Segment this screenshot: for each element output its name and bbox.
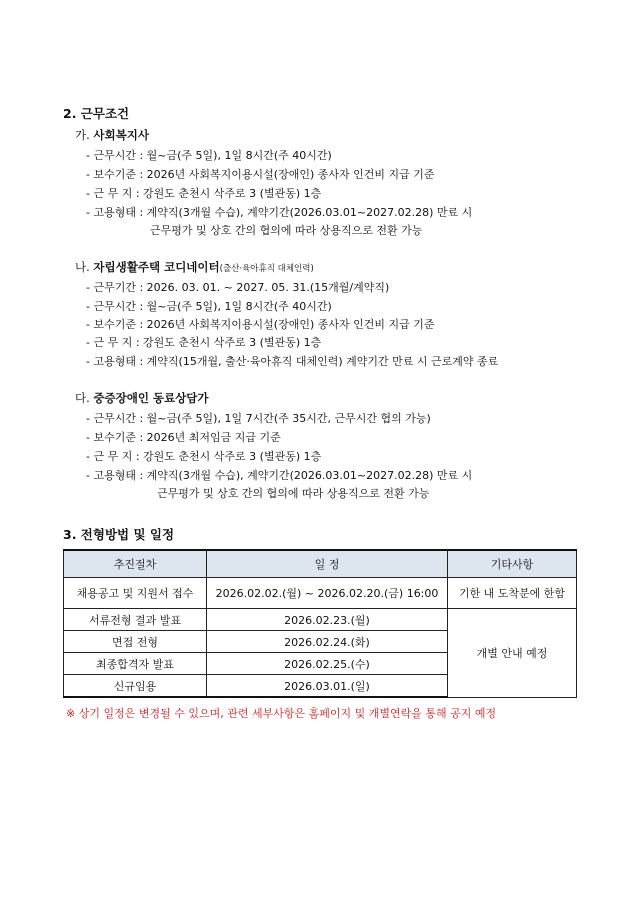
cell-process: 최종합격자 발표: [64, 653, 207, 675]
cell-schedule: 2026.02.25.(수): [207, 653, 448, 675]
cell-schedule: 2026.03.01.(일): [207, 675, 448, 698]
schedule-note: ※ 상기 일정은 변경될 수 있으며, 관련 세부사항은 홈페이지 및 개별연락을 통해 공지 예정: [66, 707, 497, 720]
subsection-b-prefix: 나.: [75, 260, 90, 274]
cell-schedule: 2026.02.24.(화): [207, 631, 448, 653]
col-header-schedule: 일 정: [207, 550, 448, 578]
c-line: - 근무시간 : 월~금(주 5일), 1일 7시간(주 35시간, 근무시간 협의 가능): [86, 412, 431, 425]
a-line-cont: 근무평가 및 상호 간의 협의에 따라 상용직으로 전환 가능: [150, 224, 423, 237]
subsection-a-heading: [75, 127, 149, 143]
table-row: [64, 578, 577, 609]
b-line: - 고용형태 : 계약직(15개월, 출산·육아휴직 대체인력) 계약기간 만료 시 근로계약 종료: [86, 355, 499, 368]
subsection-c-prefix: 다.: [75, 391, 90, 405]
col-header-process: 추진절차: [64, 550, 207, 578]
schedule-table: [63, 549, 577, 698]
cell-schedule: 2026.02.02.(월) ~ 2026.02.20.(금) 16:00: [207, 578, 448, 609]
subsection-c-heading: [75, 390, 209, 406]
subsection-a-title: 사회복지사: [93, 128, 149, 142]
table-header-row: [64, 550, 577, 578]
a-line: - 근무시간 : 월~금(주 5일), 1일 8시간(주 40시간): [86, 149, 332, 162]
a-line: - 보수기준 : 2026년 사회복지이용시설(장애인) 종사자 인건비 지급 기준: [86, 168, 435, 181]
b-line: - 근 무 지 : 강원도 춘천시 삭주로 3 (별관동) 1층: [86, 336, 322, 349]
section-3-title: 3. 전형방법 및 일정: [63, 527, 175, 542]
table-row: [64, 609, 577, 631]
a-line: - 근 무 지 : 강원도 춘천시 삭주로 3 (별관동) 1층: [86, 187, 322, 200]
cell-schedule: 2026.02.23.(월): [207, 609, 448, 631]
c-line: - 보수기준 : 2026년 최저임금 지급 기준: [86, 431, 281, 444]
cell-etc: 기한 내 도착분에 한함: [448, 578, 577, 609]
c-line: - 고용형태 : 계약직(3개월 수습), 계약기간(2026.03.01~2027.02.28) 만료 시: [86, 469, 473, 482]
cell-process: 서류전형 결과 발표: [64, 609, 207, 631]
section-2-title: 2. 근무조건: [63, 106, 130, 121]
b-line: - 근무기간 : 2026. 03. 01. ~ 2027. 05. 31.(15개월/계약직): [86, 281, 390, 294]
cell-etc-merged: 개별 안내 예정: [448, 609, 577, 698]
subsection-a-prefix: 가.: [75, 128, 90, 142]
subsection-c-title: 중증장애인 동료상담가: [93, 391, 209, 405]
b-line: - 근무시간 : 월~금(주 5일), 1일 8시간(주 40시간): [86, 300, 332, 313]
col-header-etc: 기타사항: [448, 550, 577, 578]
subsection-b-note: (출산·육아휴직 대체인력): [219, 264, 314, 274]
b-line: - 보수기준 : 2026년 사회복지이용시설(장애인) 종사자 인건비 지급 기준: [86, 318, 435, 331]
cell-process: 채용공고 및 지원서 접수: [64, 578, 207, 609]
c-line-cont: 근무평가 및 상호 간의 협의에 따라 상용직으로 전환 가능: [157, 487, 430, 500]
c-line: - 근 무 지 : 강원도 춘천시 삭주로 3 (별관동) 1층: [86, 450, 322, 463]
cell-process: 신규임용: [64, 675, 207, 698]
a-line: - 고용형태 : 계약직(3개월 수습), 계약기간(2026.03.01~2027.02.28) 만료 시: [86, 206, 473, 219]
subsection-b-heading: [75, 259, 314, 275]
subsection-b-title: 자립생활주택 코디네이터: [93, 260, 220, 274]
cell-process: 면접 전형: [64, 631, 207, 653]
